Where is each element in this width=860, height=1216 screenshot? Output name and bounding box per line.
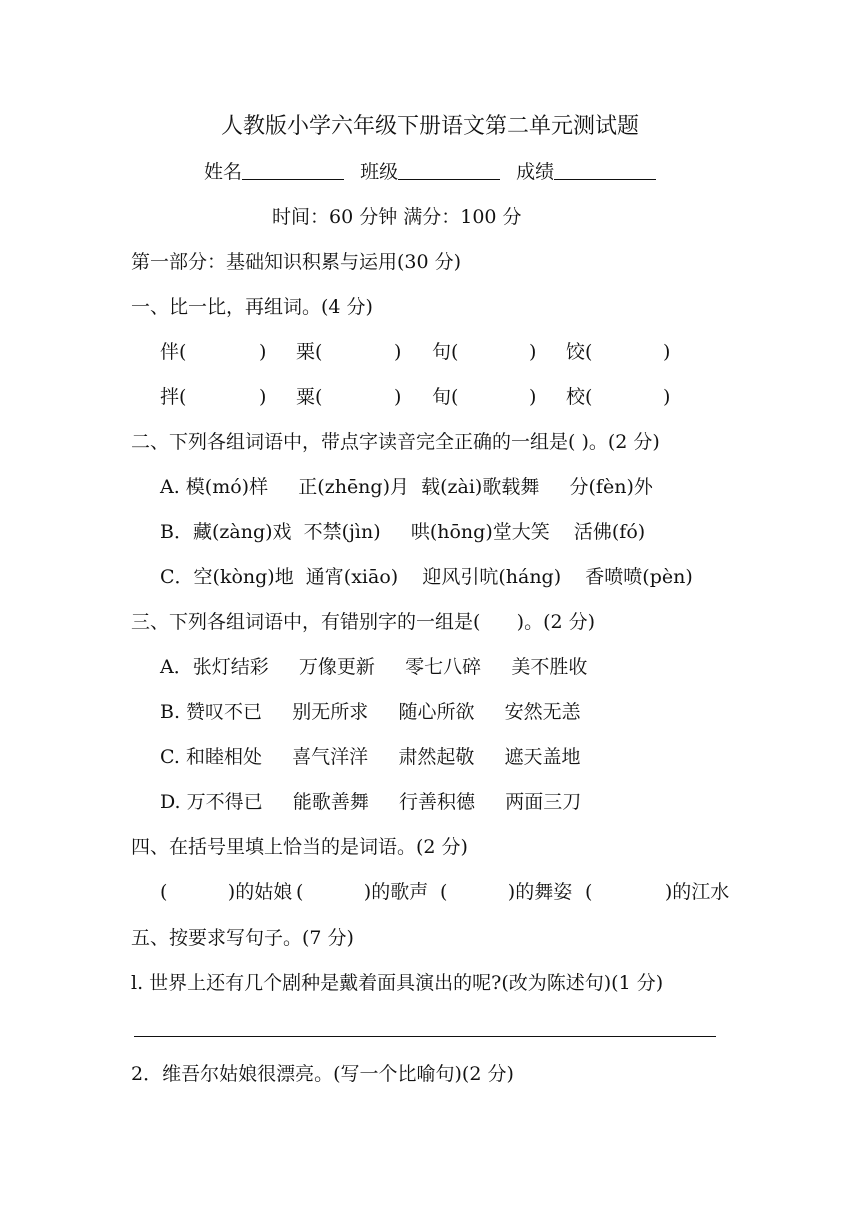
class-label: 班级 — [360, 161, 399, 183]
q1-close-paren: ) — [394, 341, 402, 363]
q3-option-d: D. 万不得已 能歌善舞 行善积德 两面三刀 — [160, 791, 582, 813]
q4-item-4: ( )的江水 — [585, 881, 730, 903]
q4-item-3: ( )的舞姿 — [440, 881, 573, 903]
q1-close-paren: ) — [529, 386, 537, 408]
q2-option-b: B．藏(zàng)戏 不禁(jìn) 哄(hōng)堂大笑 活佛(fó) — [160, 521, 646, 543]
name-label: 姓名 — [204, 161, 243, 183]
q1-close-paren: ) — [529, 341, 537, 363]
q3-option-a: A．张灯结彩 万像更新 零七八碎 美不胜收 — [160, 656, 588, 678]
q1-r2-item-2: 粟( — [296, 386, 323, 408]
class-blank[interactable] — [398, 161, 500, 180]
q4-item-1: ( )的姑娘 — [160, 881, 293, 903]
q1-close-paren: ) — [259, 386, 267, 408]
q3-option-b: B. 赞叹不已 别无所求 随心所欲 安然无恙 — [160, 701, 581, 723]
q1-close-paren: ) — [259, 341, 267, 363]
q1-r1-item-2: 栗( — [296, 341, 323, 363]
q3-option-c: C. 和睦相处 喜气洋洋 肃然起敬 遮天盖地 — [160, 746, 581, 768]
q5-sentence-1: l. 世界上还有几个剧种是戴着面具演出的呢?(改为陈述句)(1 分) — [131, 972, 664, 994]
q1-r2-item-4: 校( — [566, 386, 593, 408]
q2-option-c: C．空(kòng)地 通宵(xiāo) 迎风引吭(háng) 香喷喷(pèn) — [160, 566, 693, 588]
q2-option-a: A. 模(mó)样 正(zhēng)月 载(zài)歌载舞 分(fèn)外 — [160, 476, 653, 498]
q1-close-paren: ) — [394, 386, 402, 408]
student-info-line — [204, 160, 666, 184]
document-title: 人教版小学六年级下册语文第二单元测试题 — [220, 114, 639, 139]
score-label: 成绩 — [516, 161, 555, 183]
q1-row-2 — [0, 385, 860, 409]
q4-item-2: ( )的歌声 — [296, 881, 429, 903]
time-score-line: 时间：60 分钟 满分：100 分 — [272, 206, 522, 228]
q1-close-paren: ) — [663, 386, 671, 408]
name-blank[interactable] — [242, 161, 344, 180]
q1-heading: 一、比一比，再组词。(4 分) — [131, 296, 373, 318]
q1-row-1 — [0, 340, 860, 364]
answer-line[interactable] — [134, 1036, 716, 1037]
score-blank[interactable] — [554, 161, 656, 180]
q4-items — [0, 880, 860, 904]
q1-r1-item-1: 伴( — [160, 341, 187, 363]
q1-r2-item-1: 拌( — [160, 386, 187, 408]
q1-r1-item-4: 饺( — [566, 341, 593, 363]
q2-heading: 二、下列各组词语中，带点字读音完全正确的一组是( )。(2 分) — [131, 431, 660, 453]
q1-r2-item-3: 旬( — [432, 386, 459, 408]
part-one-heading: 第一部分：基础知识积累与运用(30 分) — [131, 251, 462, 273]
q4-heading: 四、在括号里填上恰当的是词语。(2 分) — [131, 836, 468, 858]
q1-close-paren: ) — [663, 341, 671, 363]
q5-heading: 五、按要求写句子。(7 分) — [131, 927, 354, 949]
q3-heading: 三、下列各组词语中，有错别字的一组是( )。(2 分) — [131, 611, 596, 633]
q5-sentence-2: 2．维吾尔姑娘很漂亮。(写一个比喻句)(2 分) — [131, 1063, 514, 1085]
q1-r1-item-3: 句( — [432, 341, 459, 363]
